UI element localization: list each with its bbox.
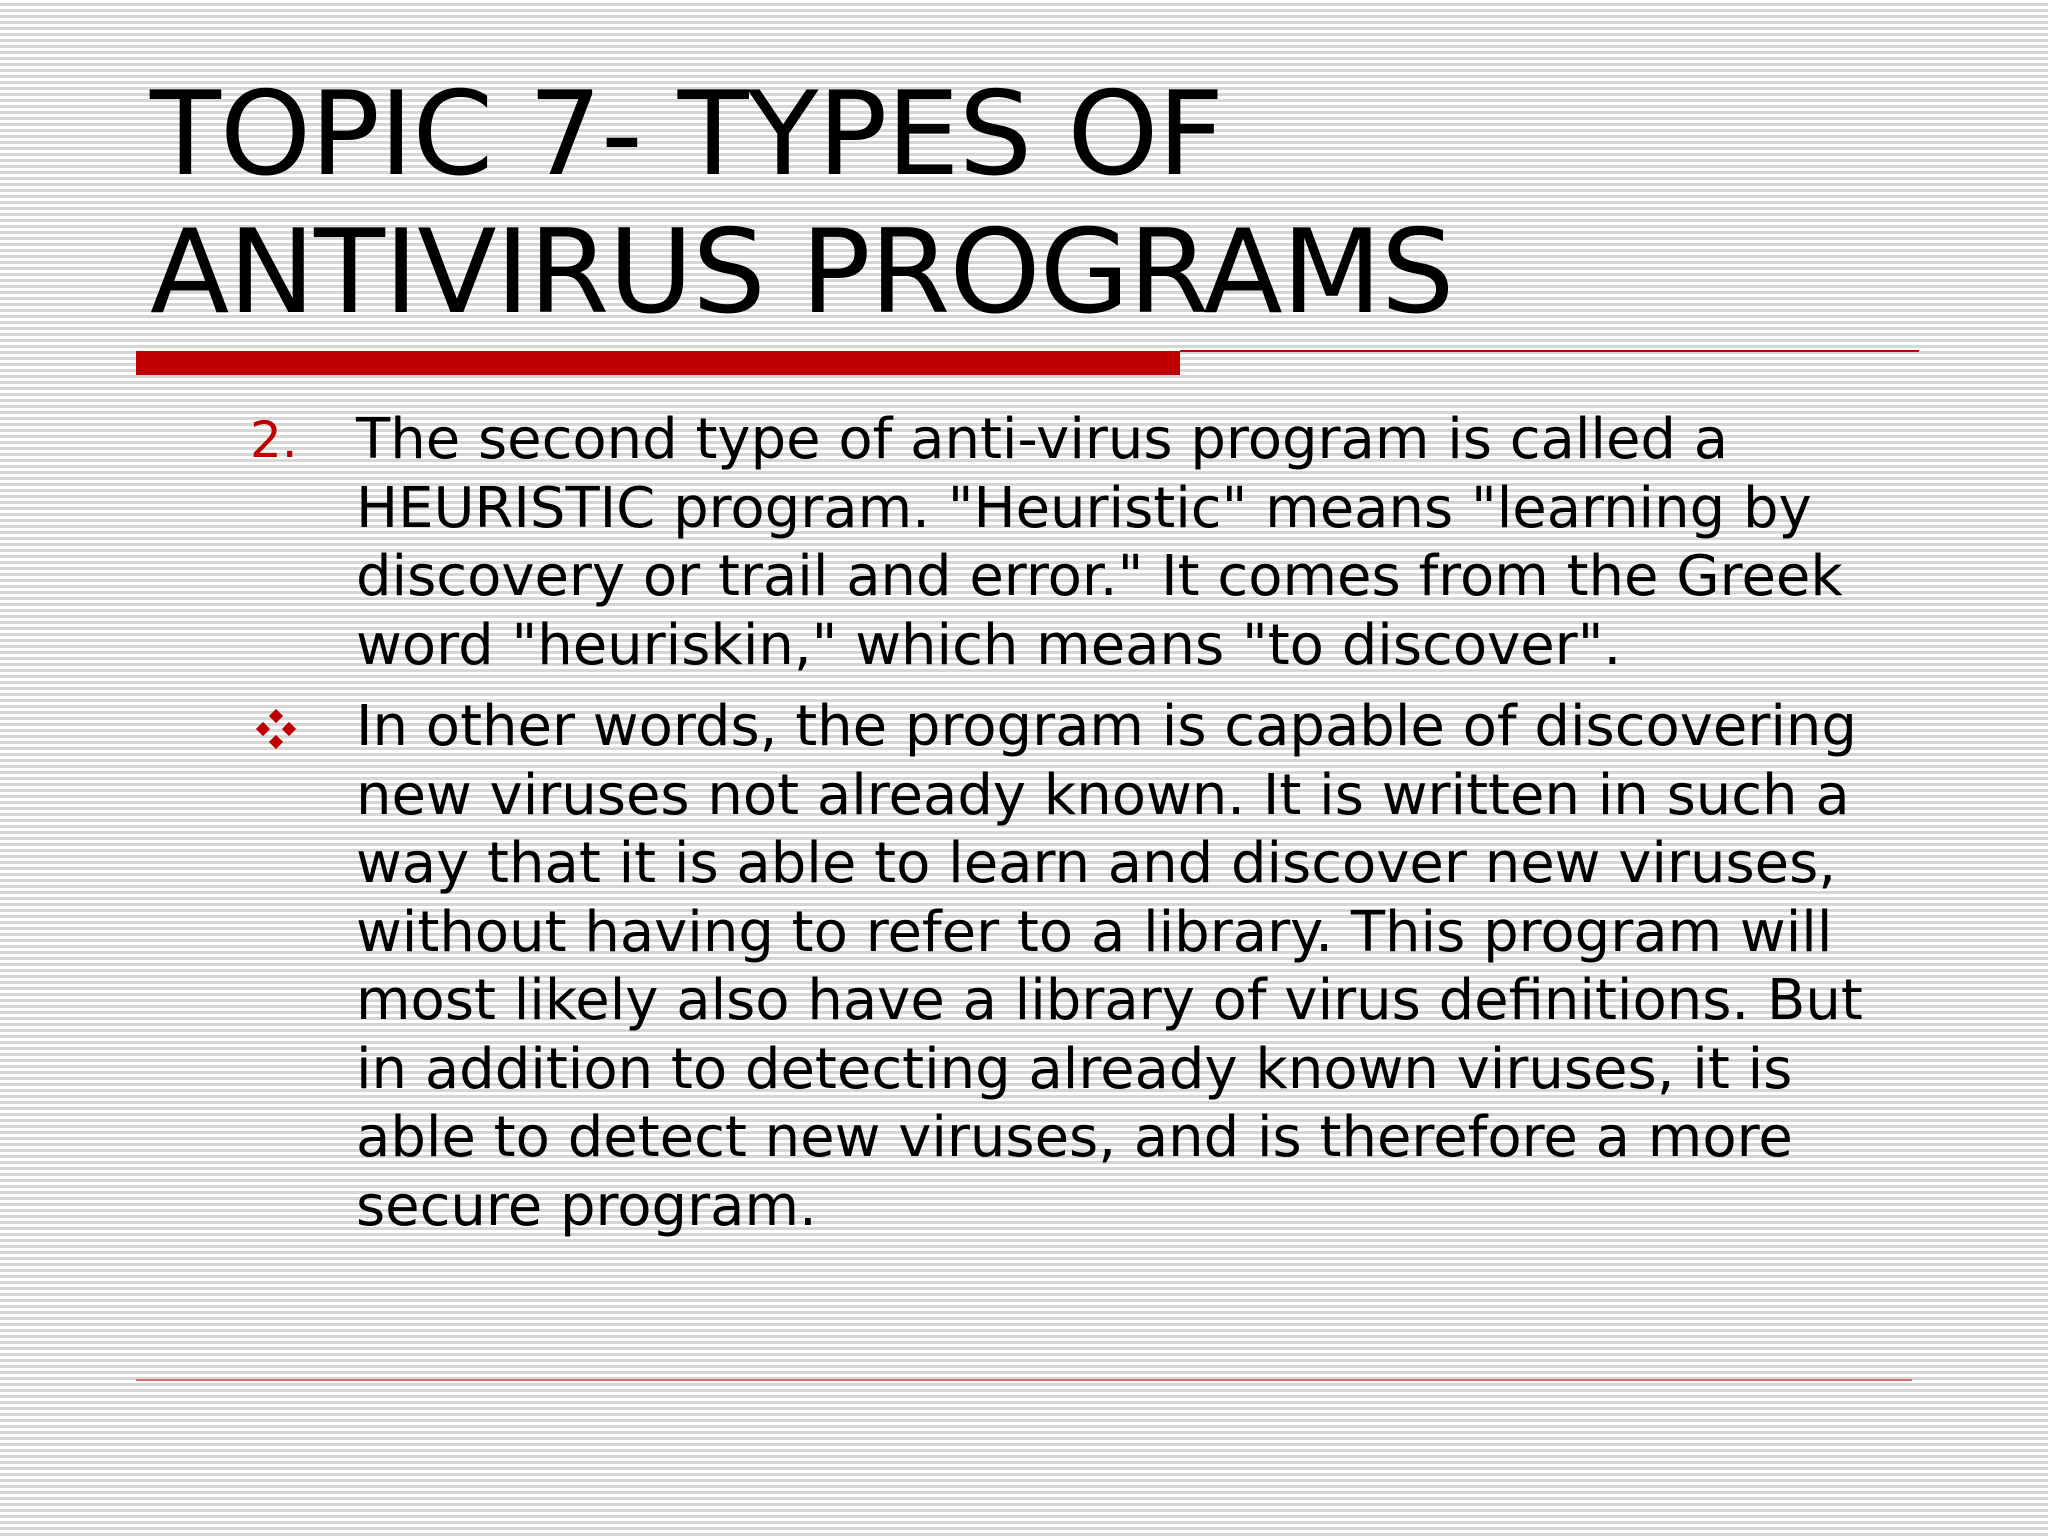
diamond-bullet-icon xyxy=(256,697,296,766)
title-underline-thick xyxy=(136,351,1180,375)
list-item-text: The second type of anti-virus program is called a HEURISTIC program. "Heuristic" means "learning by discovery or trail and error." It comes from the Greek word "heuriskin," which means "to discover". xyxy=(356,407,1843,678)
list-item-numbered xyxy=(250,406,1910,680)
slide-body xyxy=(250,406,1910,1254)
list-item-bullet xyxy=(250,693,1910,1241)
slide-title xyxy=(150,66,1976,342)
footer-rule xyxy=(136,1379,1912,1381)
list-item-text: In other words, the program is capable of discovering new viruses not already known. It is written in such a way that it is able to learn and discover new viruses, without having to refer to a library. This program will most likely also have a library of virus definitions. But in addition to detecting already known viruses, it is able to detect new viruses, and is therefore a more secure program. xyxy=(356,694,1863,1239)
list-number: 2. xyxy=(250,411,298,469)
slide-title-line-1: TOPIC 7- TYPES OF xyxy=(150,67,1224,202)
slide-title-line-2: ANTIVIRUS PROGRAMS xyxy=(150,205,1454,340)
title-underline-thin xyxy=(1180,350,1919,352)
